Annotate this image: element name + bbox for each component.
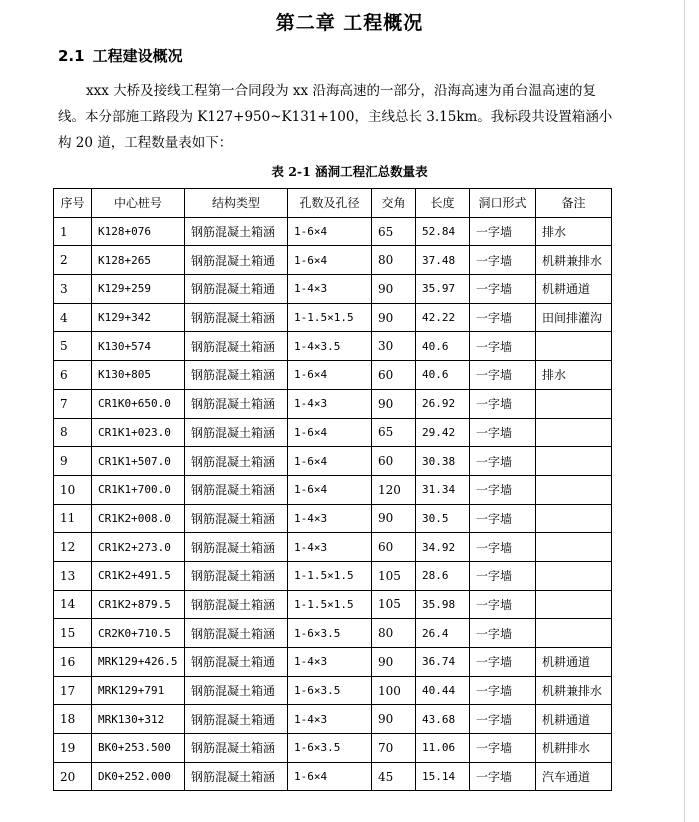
body-paragraph: xxx 大桥及接线工程第一合同段为 xx 沿海高速的一部分，沿海高速为甬台温高速的复线。本分部施工路段为 K127+950~K131+100，主线总长 3.15km。我标段共设置箱涵小构 20 道，工程数量表如下： bbox=[58, 83, 613, 151]
seq-cell: 11 bbox=[54, 504, 92, 533]
skew-angle-cell: 80 bbox=[372, 619, 416, 648]
structure-type-cell: 钢筋混凝土箱涵 bbox=[185, 217, 288, 246]
skew-angle-cell: 90 bbox=[372, 705, 416, 734]
station-cell: CR2K0+710.5 bbox=[92, 619, 185, 648]
station-cell: BK0+253.500 bbox=[92, 734, 185, 763]
span-cell: 1-6×3.5 bbox=[288, 676, 372, 705]
seq-cell: 9 bbox=[54, 447, 92, 476]
portal-type-cell: 一字墙 bbox=[470, 361, 536, 390]
remark-cell: 机耕兼排水 bbox=[536, 676, 612, 705]
skew-angle-cell: 90 bbox=[372, 648, 416, 677]
remark-cell: 田间排灌沟 bbox=[536, 303, 612, 332]
remark-cell bbox=[536, 533, 612, 562]
table-row bbox=[54, 389, 612, 418]
table-row bbox=[54, 504, 612, 533]
seq-cell: 15 bbox=[54, 619, 92, 648]
skew-angle-cell: 90 bbox=[372, 303, 416, 332]
station-cell: K129+342 bbox=[92, 303, 185, 332]
portal-type-cell: 一字墙 bbox=[470, 418, 536, 447]
structure-type-cell: 钢筋混凝土箱涵 bbox=[185, 504, 288, 533]
station-cell: CR1K0+650.0 bbox=[92, 389, 185, 418]
span-cell: 1-6×4 bbox=[288, 762, 372, 791]
span-cell: 1-4×3 bbox=[288, 705, 372, 734]
portal-type-cell: 一字墙 bbox=[470, 619, 536, 648]
skew-angle-cell: 60 bbox=[372, 447, 416, 476]
portal-type-cell: 一字墙 bbox=[470, 389, 536, 418]
remark-cell bbox=[536, 561, 612, 590]
remark-cell bbox=[536, 504, 612, 533]
structure-type-cell: 钢筋混凝土箱涵 bbox=[185, 303, 288, 332]
length-cell: 26.4 bbox=[416, 619, 470, 648]
portal-type-cell: 一字墙 bbox=[470, 762, 536, 791]
remark-cell: 汽车通道 bbox=[536, 762, 612, 791]
structure-type-cell: 钢筋混凝土箱涵 bbox=[185, 734, 288, 763]
span-cell: 1-6×4 bbox=[288, 447, 372, 476]
length-cell: 11.06 bbox=[416, 734, 470, 763]
table-row bbox=[54, 361, 612, 390]
portal-type-cell: 一字墙 bbox=[470, 332, 536, 361]
remark-cell bbox=[536, 590, 612, 619]
span-cell: 1-6×4 bbox=[288, 418, 372, 447]
skew-angle-cell: 120 bbox=[372, 475, 416, 504]
skew-angle-cell: 90 bbox=[372, 389, 416, 418]
seq-cell: 12 bbox=[54, 533, 92, 562]
remark-cell: 排水 bbox=[536, 361, 612, 390]
length-cell: 36.74 bbox=[416, 648, 470, 677]
table-row bbox=[54, 275, 612, 304]
length-cell: 30.5 bbox=[416, 504, 470, 533]
length-cell: 29.42 bbox=[416, 418, 470, 447]
seq-cell: 8 bbox=[54, 418, 92, 447]
seq-cell: 7 bbox=[54, 389, 92, 418]
table-row bbox=[54, 217, 612, 246]
portal-type-cell: 一字墙 bbox=[470, 533, 536, 562]
station-cell: K130+574 bbox=[92, 332, 185, 361]
portal-type-cell: 一字墙 bbox=[470, 504, 536, 533]
station-cell: CR1K2+008.0 bbox=[92, 504, 185, 533]
portal-type-cell: 一字墙 bbox=[470, 275, 536, 304]
structure-type-cell: 钢筋混凝土箱通 bbox=[185, 705, 288, 734]
section-number: 2.1 bbox=[58, 47, 85, 65]
structure-type-cell: 钢筋混凝土箱涵 bbox=[185, 418, 288, 447]
station-cell: CR1K1+023.0 bbox=[92, 418, 185, 447]
skew-angle-cell: 90 bbox=[372, 504, 416, 533]
length-cell: 28.6 bbox=[416, 561, 470, 590]
portal-type-cell: 一字墙 bbox=[470, 246, 536, 275]
structure-type-cell: 钢筋混凝土箱涵 bbox=[185, 762, 288, 791]
structure-type-cell: 钢筋混凝土箱涵 bbox=[185, 590, 288, 619]
table-row bbox=[54, 734, 612, 763]
header-skew-angle: 交角 bbox=[372, 189, 416, 218]
structure-type-cell: 钢筋混凝土箱涵 bbox=[185, 389, 288, 418]
station-cell: K128+076 bbox=[92, 217, 185, 246]
skew-angle-cell: 90 bbox=[372, 275, 416, 304]
span-cell: 1-4×3.5 bbox=[288, 332, 372, 361]
table-row bbox=[54, 533, 612, 562]
header-length: 长度 bbox=[416, 189, 470, 218]
table-body bbox=[54, 217, 612, 791]
header-station: 中心桩号 bbox=[92, 189, 185, 218]
portal-type-cell: 一字墙 bbox=[470, 676, 536, 705]
header-structure-type: 结构类型 bbox=[185, 189, 288, 218]
span-cell: 1-1.5×1.5 bbox=[288, 561, 372, 590]
chapter-title: 第二章 工程概况 bbox=[275, 12, 424, 34]
table-row bbox=[54, 561, 612, 590]
structure-type-cell: 钢筋混凝土箱通 bbox=[185, 676, 288, 705]
table-caption: 表 2-1 涵洞工程汇总数量表 bbox=[271, 164, 428, 179]
remark-cell bbox=[536, 389, 612, 418]
skew-angle-cell: 65 bbox=[372, 217, 416, 246]
seq-cell: 20 bbox=[54, 762, 92, 791]
seq-cell: 1 bbox=[54, 217, 92, 246]
seq-cell: 18 bbox=[54, 705, 92, 734]
table-row bbox=[54, 590, 612, 619]
skew-angle-cell: 105 bbox=[372, 561, 416, 590]
remark-cell: 排水 bbox=[536, 217, 612, 246]
seq-cell: 3 bbox=[54, 275, 92, 304]
length-cell: 15.14 bbox=[416, 762, 470, 791]
structure-type-cell: 钢筋混凝土箱涵 bbox=[185, 475, 288, 504]
section-title: 工程建设概况 bbox=[92, 47, 183, 65]
remark-cell bbox=[536, 332, 612, 361]
span-cell: 1-4×3 bbox=[288, 648, 372, 677]
station-cell: CR1K1+700.0 bbox=[92, 475, 185, 504]
station-cell: MRK129+426.5 bbox=[92, 648, 185, 677]
table-row bbox=[54, 246, 612, 275]
length-cell: 35.97 bbox=[416, 275, 470, 304]
seq-cell: 19 bbox=[54, 734, 92, 763]
seq-cell: 14 bbox=[54, 590, 92, 619]
portal-type-cell: 一字墙 bbox=[470, 590, 536, 619]
table-row bbox=[54, 705, 612, 734]
portal-type-cell: 一字墙 bbox=[470, 475, 536, 504]
length-cell: 40.6 bbox=[416, 361, 470, 390]
skew-angle-cell: 80 bbox=[372, 246, 416, 275]
table-row bbox=[54, 676, 612, 705]
span-cell: 1-6×4 bbox=[288, 361, 372, 390]
length-cell: 40.44 bbox=[416, 676, 470, 705]
skew-angle-cell: 60 bbox=[372, 533, 416, 562]
length-cell: 34.92 bbox=[416, 533, 470, 562]
table-row bbox=[54, 475, 612, 504]
length-cell: 52.84 bbox=[416, 217, 470, 246]
length-cell: 40.6 bbox=[416, 332, 470, 361]
table-header-row bbox=[54, 189, 612, 218]
skew-angle-cell: 105 bbox=[372, 590, 416, 619]
table-row bbox=[54, 418, 612, 447]
remark-cell: 机耕排水 bbox=[536, 734, 612, 763]
seq-cell: 4 bbox=[54, 303, 92, 332]
section-heading bbox=[58, 45, 183, 66]
header-seq: 序号 bbox=[54, 189, 92, 218]
remark-cell: 机耕通道 bbox=[536, 705, 612, 734]
remark-cell: 机耕兼排水 bbox=[536, 246, 612, 275]
seq-cell: 2 bbox=[54, 246, 92, 275]
span-cell: 1-1.5×1.5 bbox=[288, 590, 372, 619]
structure-type-cell: 钢筋混凝土箱涵 bbox=[185, 332, 288, 361]
span-cell: 1-1.5×1.5 bbox=[288, 303, 372, 332]
header-portal-type: 洞口形式 bbox=[470, 189, 536, 218]
remark-cell bbox=[536, 447, 612, 476]
skew-angle-cell: 70 bbox=[372, 734, 416, 763]
portal-type-cell: 一字墙 bbox=[470, 447, 536, 476]
remark-cell bbox=[536, 619, 612, 648]
portal-type-cell: 一字墙 bbox=[470, 648, 536, 677]
portal-type-cell: 一字墙 bbox=[470, 705, 536, 734]
structure-type-cell: 钢筋混凝土箱涵 bbox=[185, 361, 288, 390]
table-row bbox=[54, 332, 612, 361]
structure-type-cell: 钢筋混凝土箱通 bbox=[185, 246, 288, 275]
span-cell: 1-6×3.5 bbox=[288, 734, 372, 763]
length-cell: 30.38 bbox=[416, 447, 470, 476]
portal-type-cell: 一字墙 bbox=[470, 217, 536, 246]
portal-type-cell: 一字墙 bbox=[470, 734, 536, 763]
length-cell: 42.22 bbox=[416, 303, 470, 332]
structure-type-cell: 钢筋混凝土箱涵 bbox=[185, 447, 288, 476]
remark-cell bbox=[536, 418, 612, 447]
table-row bbox=[54, 648, 612, 677]
station-cell: K128+265 bbox=[92, 246, 185, 275]
length-cell: 35.98 bbox=[416, 590, 470, 619]
structure-type-cell: 钢筋混凝土箱通 bbox=[185, 648, 288, 677]
station-cell: K130+805 bbox=[92, 361, 185, 390]
seq-cell: 6 bbox=[54, 361, 92, 390]
seq-cell: 16 bbox=[54, 648, 92, 677]
span-cell: 1-6×3.5 bbox=[288, 619, 372, 648]
table-row bbox=[54, 447, 612, 476]
station-cell: CR1K2+491.5 bbox=[92, 561, 185, 590]
structure-type-cell: 钢筋混凝土箱通 bbox=[185, 275, 288, 304]
station-cell: MRK129+791 bbox=[92, 676, 185, 705]
station-cell: MRK130+312 bbox=[92, 705, 185, 734]
table-row bbox=[54, 762, 612, 791]
table-row bbox=[54, 303, 612, 332]
skew-angle-cell: 65 bbox=[372, 418, 416, 447]
length-cell: 26.92 bbox=[416, 389, 470, 418]
skew-angle-cell: 30 bbox=[372, 332, 416, 361]
header-span: 孔数及孔径 bbox=[288, 189, 372, 218]
seq-cell: 5 bbox=[54, 332, 92, 361]
skew-angle-cell: 60 bbox=[372, 361, 416, 390]
length-cell: 43.68 bbox=[416, 705, 470, 734]
station-cell: CR1K1+507.0 bbox=[92, 447, 185, 476]
span-cell: 1-6×4 bbox=[288, 217, 372, 246]
length-cell: 31.34 bbox=[416, 475, 470, 504]
span-cell: 1-4×3 bbox=[288, 389, 372, 418]
table-row bbox=[54, 619, 612, 648]
length-cell: 37.48 bbox=[416, 246, 470, 275]
station-cell: DK0+252.000 bbox=[92, 762, 185, 791]
header-remark: 备注 bbox=[536, 189, 612, 218]
portal-type-cell: 一字墙 bbox=[470, 303, 536, 332]
station-cell: CR1K2+879.5 bbox=[92, 590, 185, 619]
seq-cell: 13 bbox=[54, 561, 92, 590]
structure-type-cell: 钢筋混凝土箱涵 bbox=[185, 619, 288, 648]
station-cell: CR1K2+273.0 bbox=[92, 533, 185, 562]
seq-cell: 17 bbox=[54, 676, 92, 705]
remark-cell: 机耕通道 bbox=[536, 275, 612, 304]
portal-type-cell: 一字墙 bbox=[470, 561, 536, 590]
span-cell: 1-4×3 bbox=[288, 533, 372, 562]
remark-cell bbox=[536, 475, 612, 504]
structure-type-cell: 钢筋混凝土箱涵 bbox=[185, 561, 288, 590]
seq-cell: 10 bbox=[54, 475, 92, 504]
remark-cell: 机耕通道 bbox=[536, 648, 612, 677]
skew-angle-cell: 100 bbox=[372, 676, 416, 705]
span-cell: 1-6×4 bbox=[288, 475, 372, 504]
span-cell: 1-4×3 bbox=[288, 504, 372, 533]
culvert-quantity-table bbox=[53, 188, 612, 791]
span-cell: 1-6×4 bbox=[288, 246, 372, 275]
structure-type-cell: 钢筋混凝土箱涵 bbox=[185, 533, 288, 562]
span-cell: 1-4×3 bbox=[288, 275, 372, 304]
page-edge-divider bbox=[684, 0, 685, 822]
skew-angle-cell: 45 bbox=[372, 762, 416, 791]
station-cell: K129+259 bbox=[92, 275, 185, 304]
